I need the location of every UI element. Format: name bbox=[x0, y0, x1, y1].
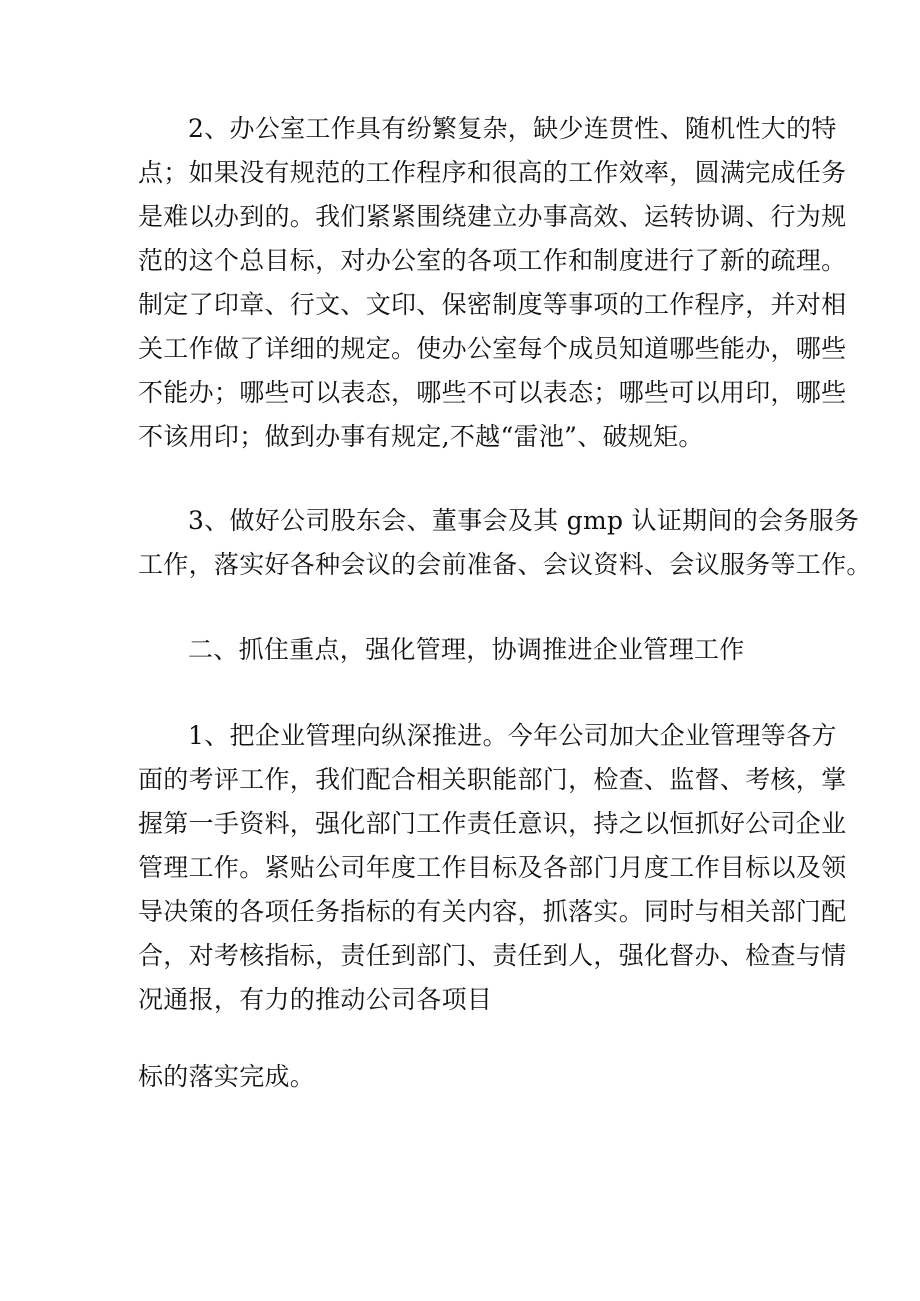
text-line: 3、做好公司股东会、董事会及其 gmp 认证期间的会务服务 bbox=[188, 506, 860, 535]
text-line: 握第一手资料，强化部门工作责任意识，持之以恒抓好公司企业 bbox=[138, 809, 847, 838]
text-line: 管理工作。紧贴公司年度工作目标及各部门月度工作目标以及领 bbox=[138, 853, 847, 882]
text-line: 1、把企业管理向纵深推进。今年公司加大企业管理等各方 bbox=[188, 721, 837, 750]
text-line: 不该用印；做到办事有规定,不越“雷池”、破规矩。 bbox=[138, 422, 704, 451]
section-heading bbox=[138, 628, 798, 672]
text-line: 工作，落实好各种会议的会前准备、会议资料、会议服务等工作。 bbox=[138, 550, 872, 579]
paragraph-enterprise-management bbox=[138, 714, 847, 1022]
text-line: 导决策的各项任务指标的有关内容，抓落实。同时与相关部门配 bbox=[138, 897, 847, 926]
text-line: 是难以办到的。我们紧紧围绕建立办事高效、运转协调、行为规 bbox=[138, 202, 847, 231]
paragraph-meeting-services bbox=[138, 499, 872, 587]
text-line: 面的考评工作，我们配合相关职能部门，检查、监督、考核，掌 bbox=[138, 765, 847, 794]
text-line: 合，对考核指标，责任到部门、责任到人，强化督办、检查与情 bbox=[138, 941, 847, 970]
text-line: 况通报，有力的推动公司各项目 bbox=[138, 985, 493, 1014]
text-line: 标的落实完成。 bbox=[138, 1062, 316, 1091]
paragraph-office-procedures bbox=[138, 107, 847, 459]
text-line: 制定了印章、行文、文印、保密制度等事项的工作程序，并对相 bbox=[138, 290, 847, 319]
text-line: 关工作做了详细的规定。使办公室每个成员知道哪些能办，哪些 bbox=[138, 334, 847, 363]
text-line: 点；如果没有规范的工作程序和很高的工作效率，圆满完成任务 bbox=[138, 158, 847, 187]
paragraph-continuation bbox=[138, 1055, 798, 1099]
section-heading-text: 二、抓住重点，强化管理，协调推进企业管理工作 bbox=[188, 635, 745, 664]
text-line: 不能办；哪些可以表态，哪些不可以表态；哪些可以用印，哪些 bbox=[138, 378, 847, 407]
text-line: 2、办公室工作具有纷繁复杂，缺少连贯性、随机性大的特 bbox=[188, 114, 837, 143]
text-line: 范的这个总目标，对办公室的各项工作和制度进行了新的疏理。 bbox=[138, 246, 847, 275]
